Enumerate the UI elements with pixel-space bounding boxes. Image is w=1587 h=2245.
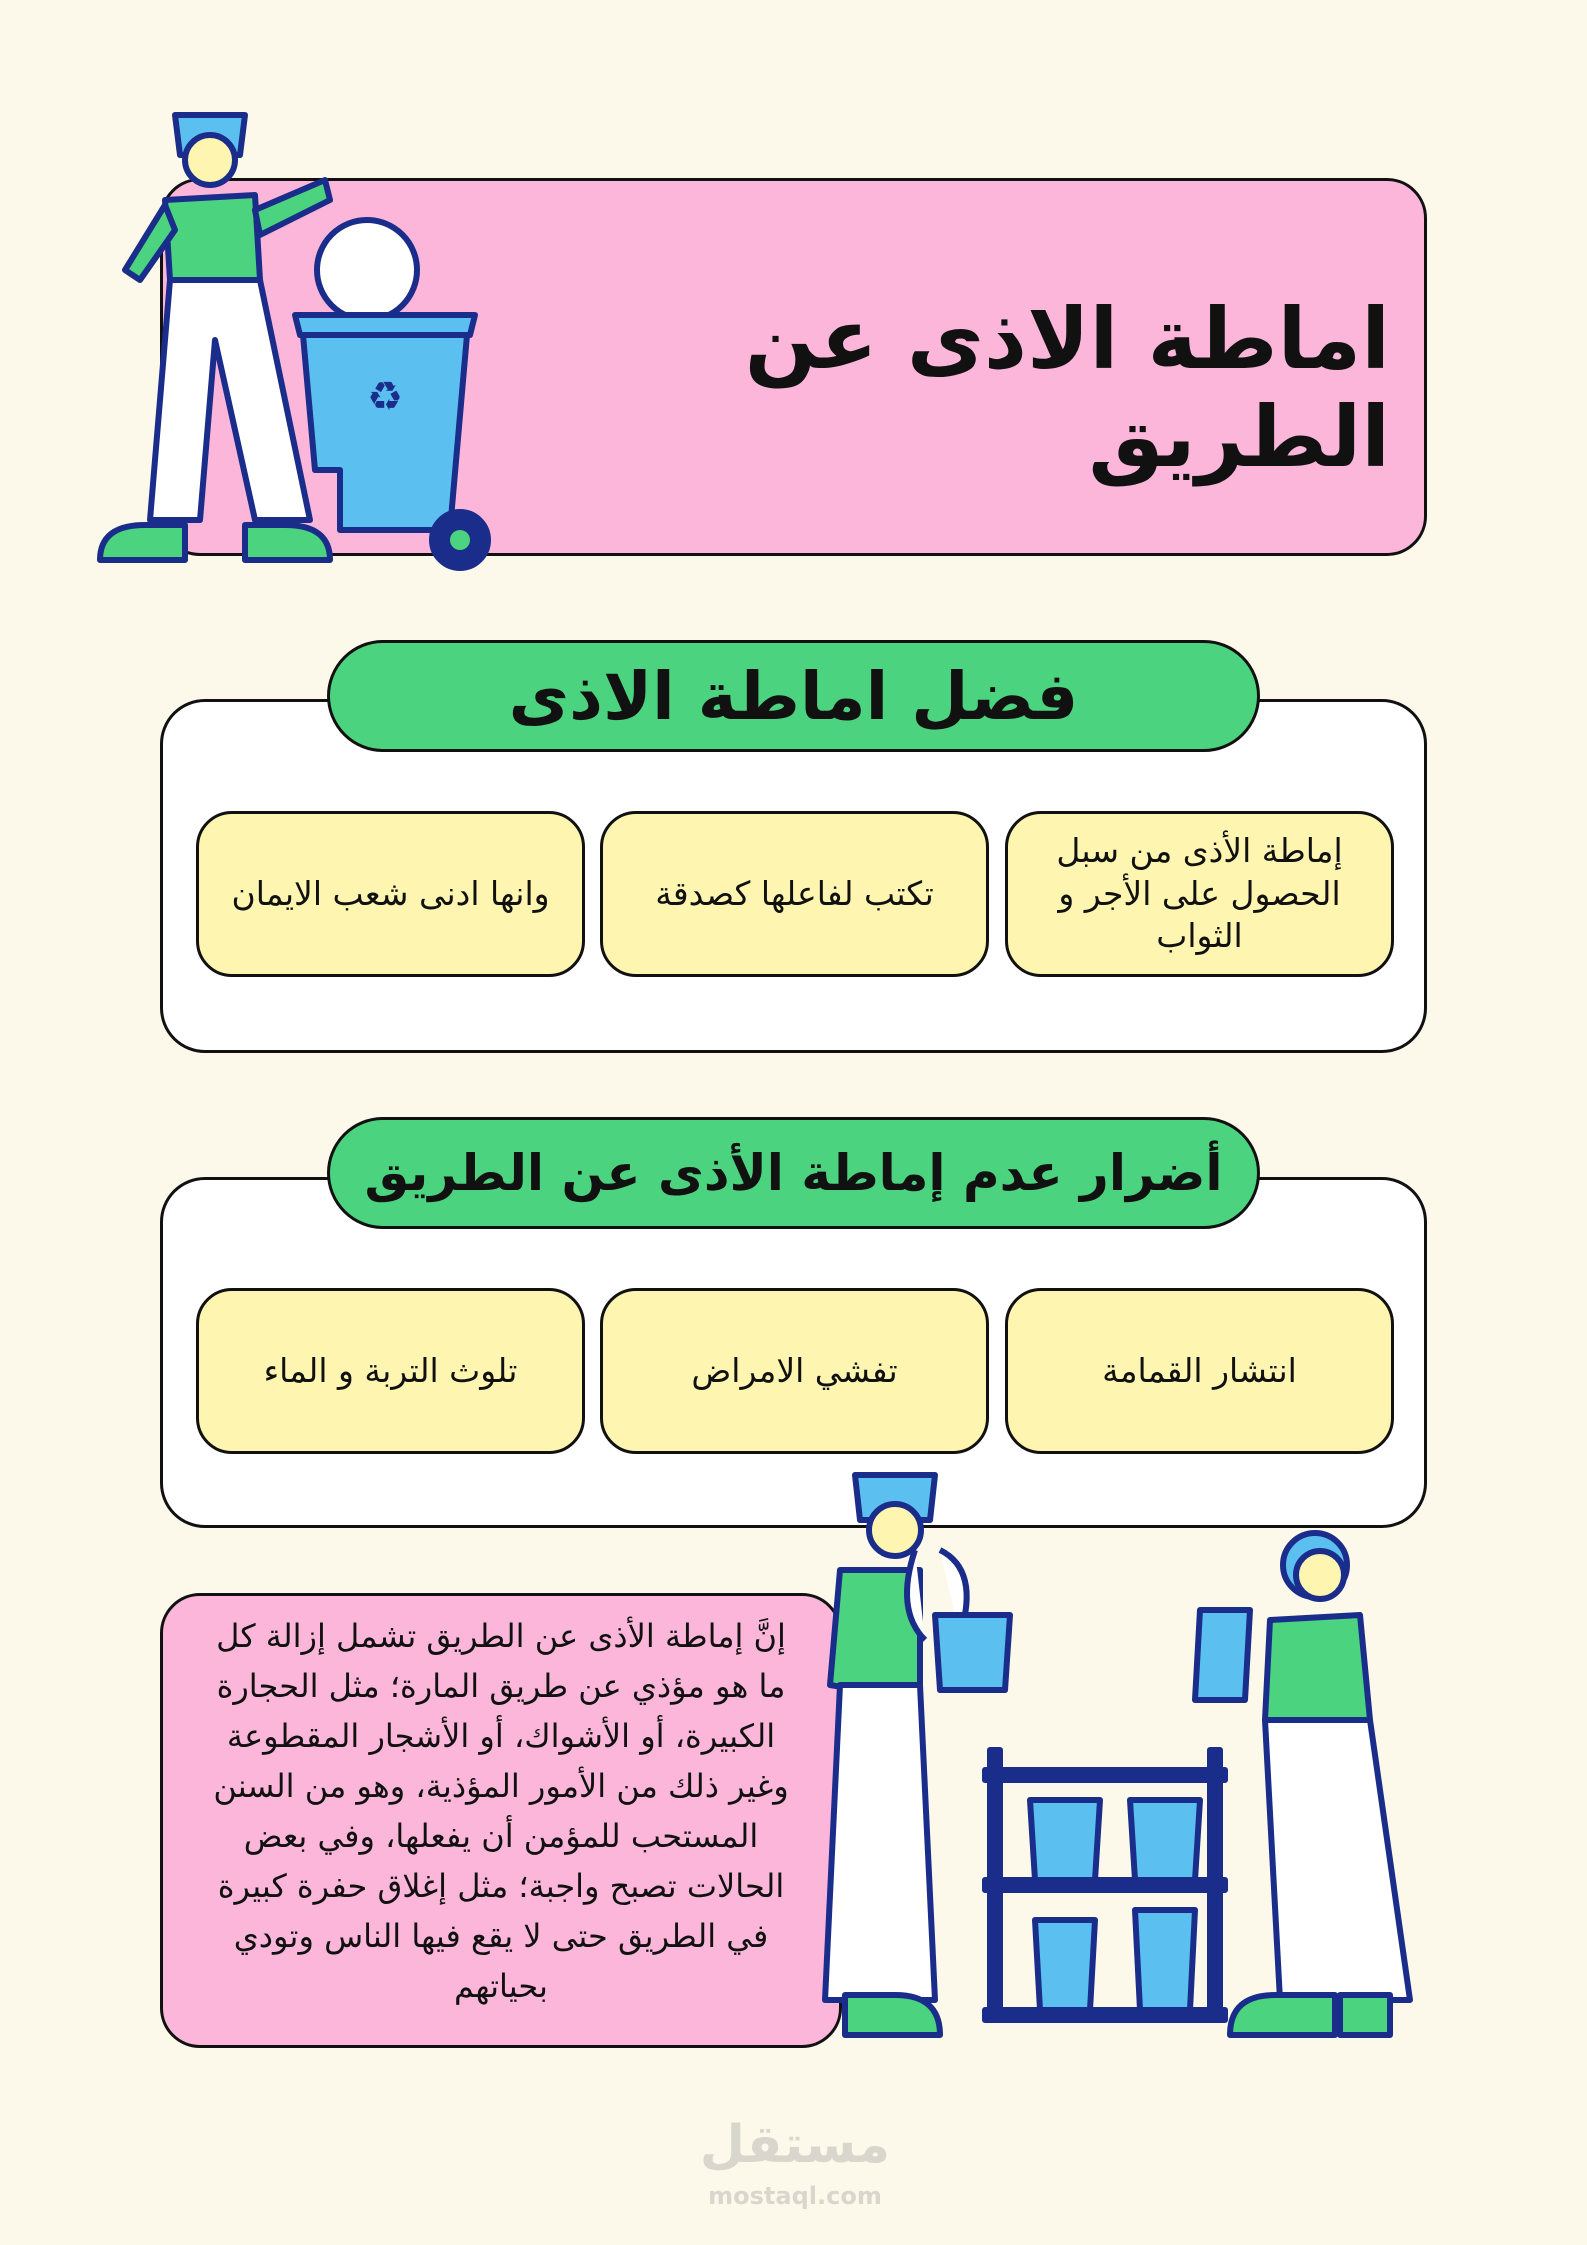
harm-item: تفشي الامراض (600, 1288, 989, 1454)
benefit-item: وانها ادنى شعب الايمان (196, 811, 585, 977)
recycle-icon: ♻ (367, 374, 403, 420)
benefit-item: تكتب لفاعلها كصدقة (600, 811, 989, 977)
harms-heading: أضرار عدم إماطة الأذى عن الطريق (327, 1117, 1260, 1229)
watermark-url: mostaql.com (708, 2182, 882, 2210)
people-plants-illustration (810, 1470, 1420, 2055)
harm-item: تلوث التربة و الماء (196, 1288, 585, 1454)
page-title: اماطة الاذى عن الطريق (744, 290, 1390, 486)
benefits-heading: فضل اماطة الاذى (327, 640, 1260, 752)
description-note: إنَّ إماطة الأذى عن الطريق تشمل إزالة كل ما هو مؤذي عن طريق المارة؛ مثل الحجارة الكبيرة، أو الأشواك، أو الأشجار المقطوعة وغير ذلك من الأمور المؤذية، وهو من السنن المستحب للمؤمن أن يفعلها، وفي بعض الحالات تصبح واجبة؛ مثل إغلاق حفرة كبيرة في الطريق حتى لا يقع فيها الناس وتودي بحياتهم (160, 1593, 842, 2048)
person-recycle-bin-illustration (95, 110, 505, 575)
benefit-item: إماطة الأذى من سبل الحصول على الأجر و الثواب (1005, 811, 1394, 977)
harm-item: انتشار القمامة (1005, 1288, 1394, 1454)
watermark-logo: مستقل (699, 2115, 891, 2175)
